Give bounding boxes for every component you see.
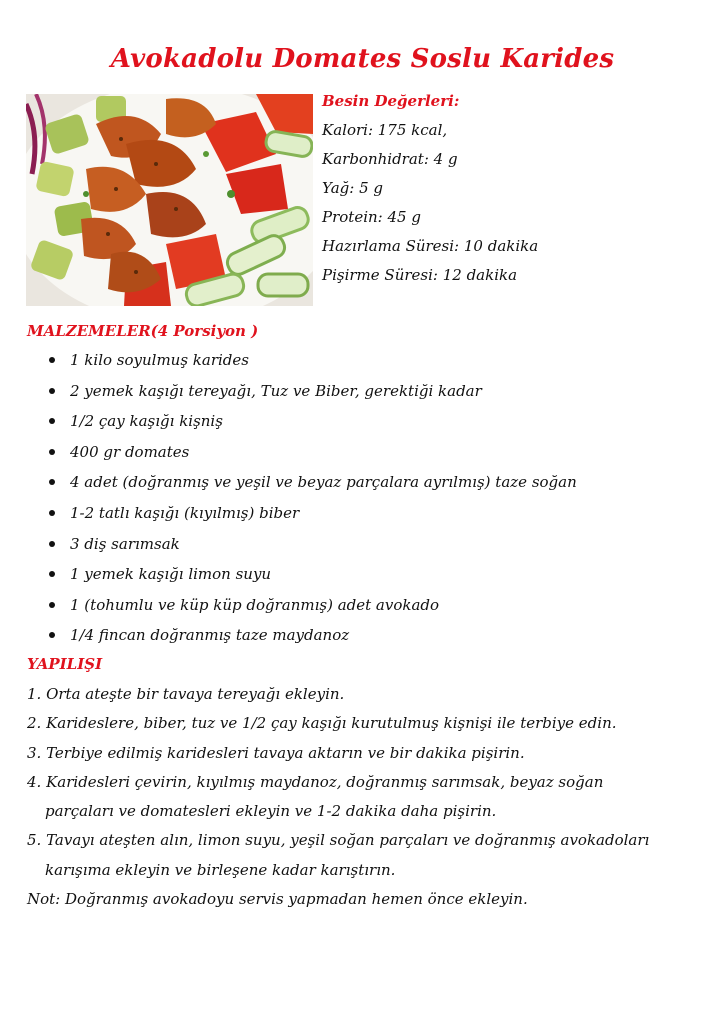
recipe-title: Avokadolu Domates Soslu Karides [110, 44, 615, 74]
list-item [45, 379, 577, 410]
step-line: 1. Orta ateşte bir tavaya tereyağı ekleyin. [27, 685, 345, 703]
list-item [45, 470, 577, 501]
ingredient-text: 1 kilo soyulmuş karides [70, 351, 249, 369]
nutrition-facts [322, 91, 702, 294]
nutrition-prep-time: Hazırlama Süresi: 10 dakika [322, 237, 539, 255]
bullet-icon [49, 479, 55, 485]
nutrition-cook-time: Pişirme Süresi: 12 dakika [322, 266, 518, 284]
bullet-icon [49, 632, 55, 638]
salad-photo [26, 94, 313, 306]
note-line: Not: Doğranmış avokadoyu servis yapmadan hemen önce ekleyin. [27, 890, 528, 909]
step-line: 2. Karideslere, biber, tuz ve 1/2 çay kaşığı kurutulmuş kişnişi ile terbiye edin. [27, 714, 617, 733]
preparation-steps [27, 682, 697, 916]
step-line: 5. Tavayı ateşten alın, limon suyu, yeşil soğan parçaları ve doğranmış avokadoları [27, 831, 650, 850]
ingredient-text: 1/4 fincan doğranmış taze maydanoz [70, 626, 350, 645]
list-item [45, 532, 577, 563]
list-item [45, 440, 577, 471]
bullet-icon [49, 571, 55, 577]
bullet-icon [49, 541, 55, 547]
bullet-icon [49, 418, 55, 424]
step-line: 3. Terbiye edilmiş karidesleri tavaya aktarın ve bir dakika pişirin. [27, 743, 525, 762]
step-line-continuation: karışıma ekleyin ve birleşene kadar karıştırın. [45, 860, 396, 879]
ingredient-text: 1-2 tatlı kaşığı (kıyılmış) biber [70, 503, 300, 522]
ingredient-text: 400 gr domates [70, 442, 190, 461]
ingredient-text: 1/2 çay kaşığı kişniş [70, 412, 223, 431]
list-item [45, 562, 577, 593]
nutrition-carbs: Karbonhidrat: 4 g [322, 150, 458, 168]
bullet-icon [49, 510, 55, 516]
ingredients-heading: MALZEMELER(4 Porsiyon ) [27, 322, 259, 340]
nutrition-calories: Kalori: 175 kcal, [322, 121, 448, 139]
bullet-icon [49, 388, 55, 394]
list-item [45, 348, 577, 379]
ingredient-text: 1 (tohumlu ve küp küp doğranmış) adet avokado [70, 595, 440, 614]
step-line-continuation: parçaları ve domatesleri ekleyin ve 1-2 dakika daha pişirin. [45, 802, 497, 821]
ingredient-text: 2 yemek kaşığı tereyağı, Tuz ve Biber, gerektiği kadar [70, 381, 482, 400]
step-line: 4. Karidesleri çevirin, kıyılmış maydanoz, doğranmış sarımsak, beyaz soğan [27, 772, 604, 791]
list-item [45, 623, 577, 654]
ingredients-list [45, 348, 577, 654]
nutrition-fat: Yağ: 5 g [322, 179, 384, 197]
bullet-icon [49, 357, 55, 363]
ingredient-text: 1 yemek kaşığı limon suyu [70, 565, 272, 584]
list-item [45, 593, 577, 624]
list-item [45, 501, 577, 532]
bullet-icon [49, 449, 55, 455]
nutrition-heading: Besin Değerleri: [322, 92, 460, 110]
nutrition-protein: Protein: 45 g [322, 208, 421, 226]
list-item [45, 409, 577, 440]
ingredient-text: 4 adet (doğranmış ve yeşil ve beyaz parçalara ayrılmış) taze soğan [70, 473, 577, 492]
bullet-icon [49, 602, 55, 608]
preparation-heading: YAPILIŞI [27, 655, 103, 673]
ingredient-text: 3 diş sarımsak [70, 534, 180, 553]
